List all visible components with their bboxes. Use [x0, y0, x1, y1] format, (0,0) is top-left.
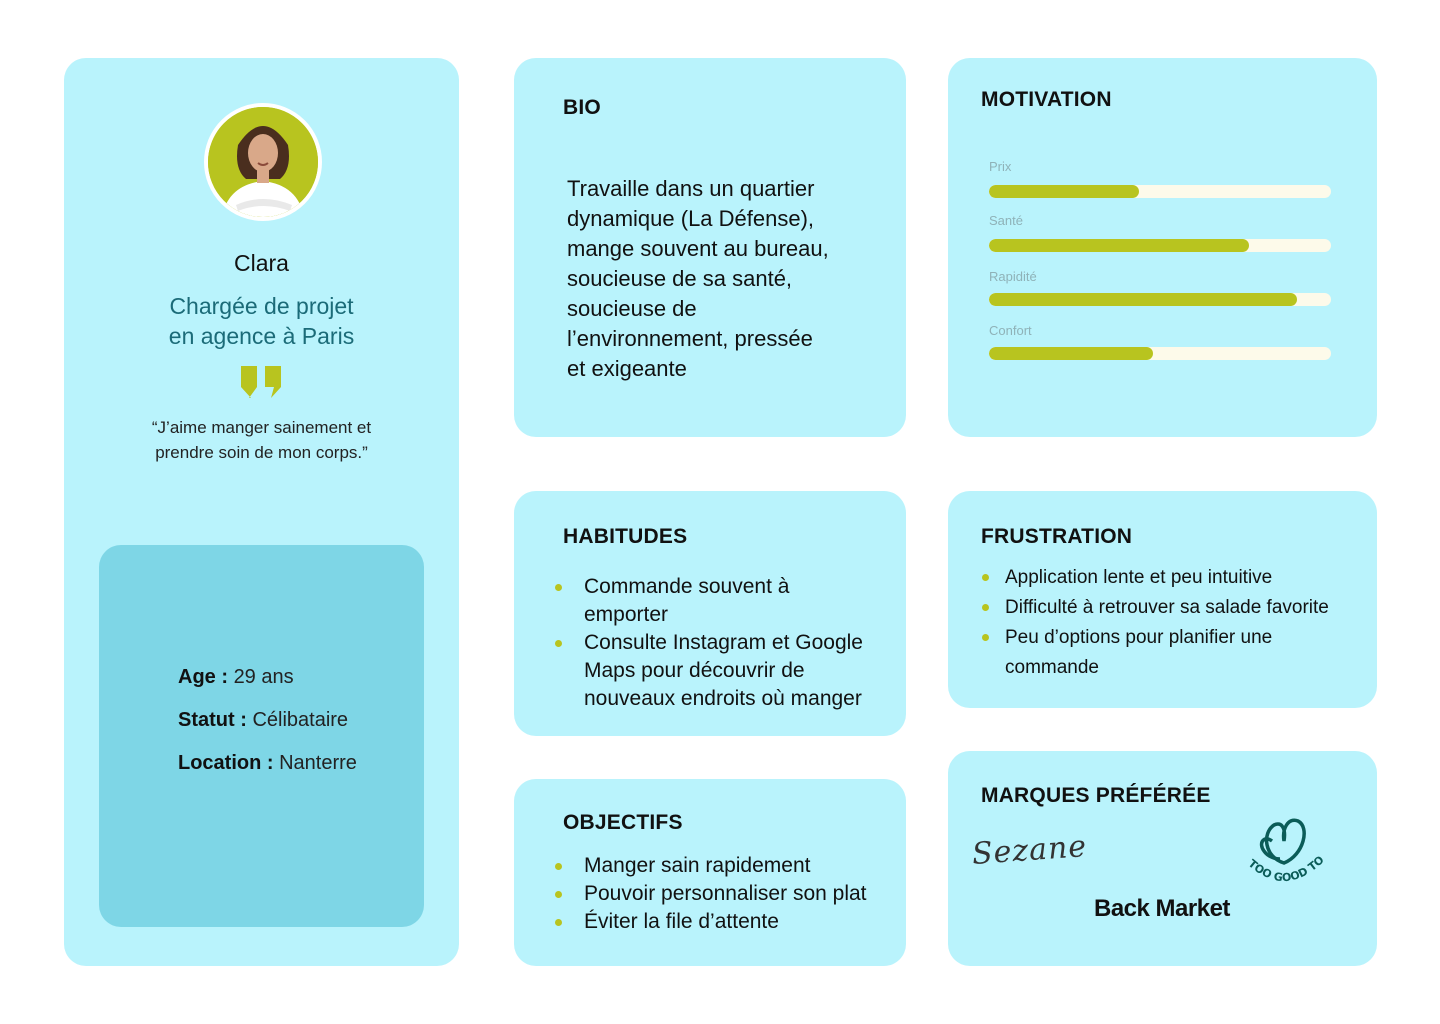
svg-text:TOO GOOD TO GO: TOO GOOD TO: [1245, 853, 1327, 885]
objectifs-title: OBJECTIFS: [563, 811, 683, 834]
quote-icon: [240, 365, 284, 399]
motivation-label: Rapidité: [989, 269, 1037, 284]
motivation-bar-prix: [989, 185, 1139, 198]
motivation-track: [989, 347, 1331, 360]
motivation-bar-confort: [989, 347, 1153, 360]
motivation-track: [989, 185, 1331, 198]
objectifs-list: [554, 852, 904, 936]
bio-title: BIO: [563, 96, 601, 119]
habitudes-card: [514, 491, 906, 736]
motivation-label: Prix: [989, 159, 1012, 174]
list-item: Difficulté à retrouver sa salade favorite: [981, 593, 1371, 623]
marques-title: MARQUES PRÉFÉRÉE: [981, 784, 1211, 807]
back-market-logo: Back Market: [1094, 895, 1230, 922]
motivation-card: [948, 58, 1377, 437]
list-item: Pouvoir personnaliser son plat: [554, 880, 904, 908]
list-item: Consulte Instagram et Google Maps pour découvrir de nouveaux endroits où manger: [554, 629, 904, 713]
info-box: [99, 545, 424, 927]
sezane-logo: Sezane: [970, 829, 1089, 872]
frustration-list: [981, 563, 1371, 683]
habitudes-title: HABITUDES: [563, 525, 688, 548]
avatar: [204, 103, 322, 221]
list-item: Manger sain rapidement: [554, 852, 904, 880]
persona-quote: “J’aime manger sainement et prendre soin de mon corps.”: [151, 418, 372, 462]
motivation-bar-sante: [989, 239, 1249, 252]
persona-role: Chargée de projet en agence à Paris: [168, 293, 355, 349]
age-row: Age : 29 ans: [178, 666, 294, 688]
too-good-to-go-logo: [1234, 811, 1334, 891]
location-row: Location : Nanterre: [178, 752, 357, 774]
list-item: Éviter la file d’attente: [554, 908, 904, 936]
list-item: Application lente et peu intuitive: [981, 563, 1371, 593]
motivation-track: [989, 239, 1331, 252]
bio-card: [514, 58, 906, 437]
frustration-card: [948, 491, 1377, 708]
list-item: Commande souvent à emporter: [554, 573, 904, 629]
statut-row: Statut : Célibataire: [178, 709, 349, 731]
frustration-title: FRUSTRATION: [981, 525, 1133, 548]
profile-card: [64, 58, 459, 966]
motivation-label: Confort: [989, 323, 1032, 338]
motivation-title: MOTIVATION: [981, 88, 1112, 111]
bio-text: Travaille dans un quartier dynamique (La Défense), mange souvent au bureau, soucieuse de sa santé, soucieuse de l’environnement, pressée et exigeante: [567, 176, 829, 381]
habitudes-list: [554, 573, 904, 713]
objectifs-card: [514, 779, 906, 966]
motivation-track: [989, 293, 1331, 306]
motivation-bar-rapidite: [989, 293, 1297, 306]
list-item: Peu d’options pour planifier une commande: [981, 623, 1371, 683]
motivation-label: Santé: [989, 213, 1023, 228]
persona-name: Clara: [234, 250, 289, 276]
marques-card: [948, 751, 1377, 966]
